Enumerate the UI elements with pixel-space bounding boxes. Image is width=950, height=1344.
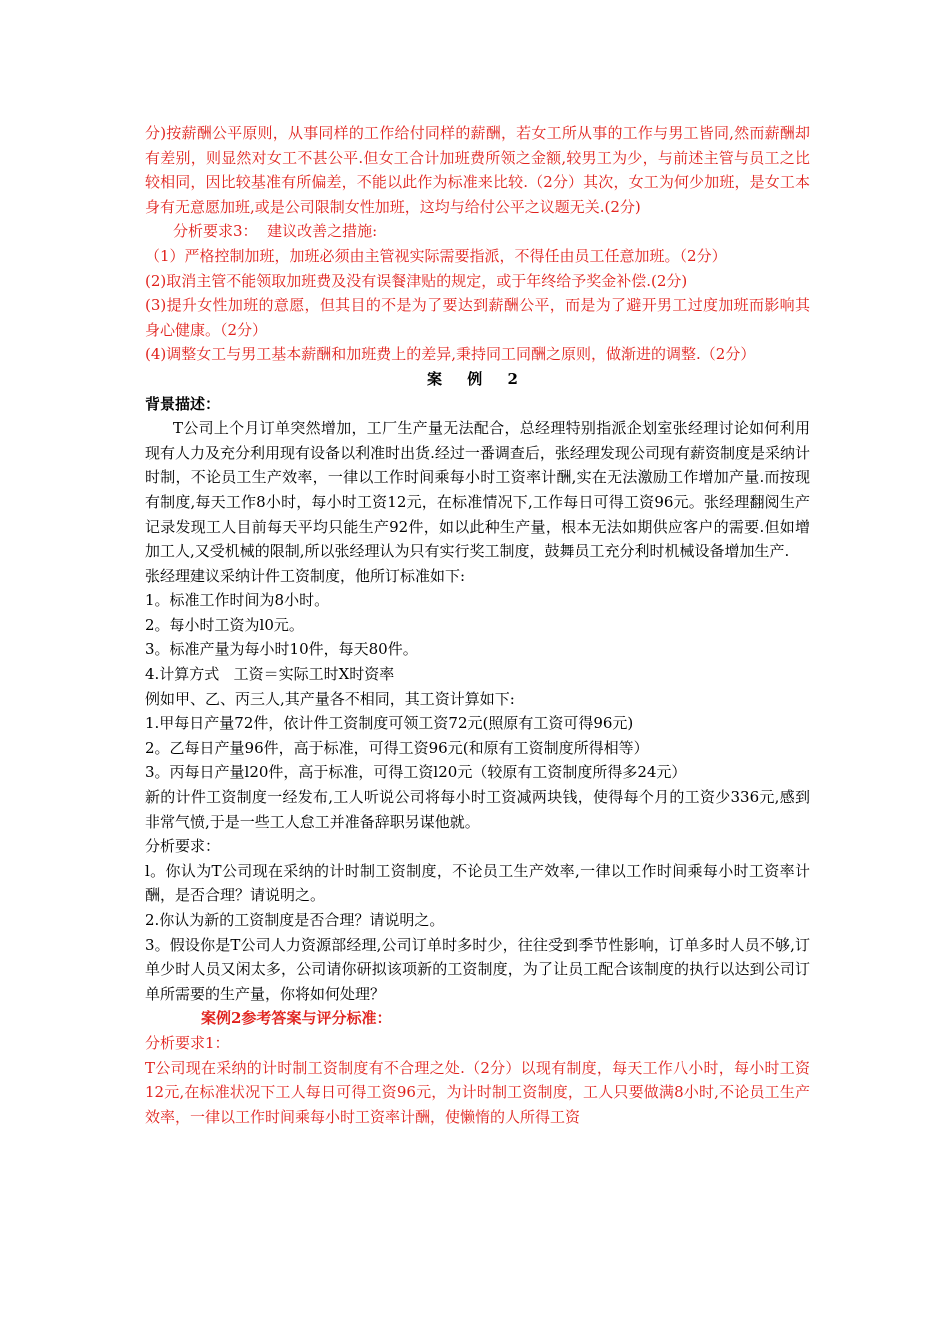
example-3: 3。丙每日产量l20件，高于标准，可得工资l20元（较原有工资制度所得多24元） xyxy=(145,763,687,782)
background-paragraph: T公司上个月订单突然增加，工厂生产量无法配合，总经理特别指派企划室张经理讨论如何利用现有人力及充分利用现有设备以利准时出货.经过一番调查后，张经理发现公司现有薪资制度是采纳计时制，不论员工生产效率，一律以工作时间乘每小时工资率计酬,实在无法激励工作增加产量.而按现有制度,每天工作8小时，每小时工资12元，在标准情况下,工作每日可得工资96元。张经理翻阅生产记录发现工人目前每天平均只能生产92件，如以此种生产量，根本无法如期供应客户的需要.但如增加工人,又受机械的限制,所以张经理认为只有实行奖工制度，鼓舞员工充分利时机械设备增加生产. xyxy=(145,419,810,561)
proposal-intro: 张经理建议采纳计件工资制度，他所订标准如下: xyxy=(145,566,466,585)
requirements-label: 分析要求： xyxy=(145,837,221,856)
standard-1: 1。标准工作时间为8小时。 xyxy=(145,591,330,610)
answer1-paragraph: T公司现在采纳的计时制工资制度有不合理之处.（2分）以现有制度，每天工作八小时，每小时工资12元,在标准状况下工人每日可得工资96元，为计时制工资制度，工人只要做满8小时,不论员工生产效率，一律以工作时间乘每小时工资率计酬，使懒惰的人所得工资 xyxy=(145,1058,810,1126)
standard-3: 3。标准产量为每小时10件，每天80件。 xyxy=(145,640,418,659)
outcome-paragraph: 新的计件工资制度一经发布,工人听说公司将每小时工资减两块钱，使得每个月的工资少336元,感到非常气愤,于是一些工人怠工并准备辞职另谋他就。 xyxy=(145,788,810,831)
question-2: 2.你认为新的工资制度是否合理？请说明之。 xyxy=(145,911,445,929)
answer1-label: 分析要求1： xyxy=(145,1033,230,1052)
measure-4: (4)调整女工与男工基本薪酬和加班费上的差异,秉持同工同酬之原则，做渐进的调整.（2分） xyxy=(145,345,756,364)
standard-2: 2。每小时工资为l0元。 xyxy=(145,615,304,634)
measure-3: (3)提升女性加班的意愿，但其目的不是为了要达到薪酬公平，而是为了避开男工过度加班而影响其身心健康。（2分） xyxy=(145,296,810,339)
background-label: 背景描述： xyxy=(145,394,221,413)
measure-2: (2)取消主管不能领取加班费及没有误餐津贴的规定，或于年终给予奖金补偿.(2分) xyxy=(145,271,688,290)
case1-analysis-paragraph: 分)按薪酬公平原则，从事同样的工作给付同样的薪酬，若女工所从事的工作与男工皆同,然而薪酬却有差别，则显然对女工不甚公平.但女工合计加班费所领之金额,较男工为少，与前述主管与员工之比较相同，因比较基准有所偏差，不能以此作为标准来比较.（2分）其次，女工为何少加班，是女工本身有无意愿加班,或是公司限制女性加班，这均与给付公平之议题无关.(2分) xyxy=(145,124,810,216)
example-intro: 例如甲、乙、丙三人,其产量各不相同，其工资计算如下: xyxy=(145,689,515,708)
standard-4: 4.计算方式 工资＝实际工时X时资率 xyxy=(145,665,395,684)
case2-answer-title: 案例2参考答案与评分标准： xyxy=(201,1009,392,1028)
question-3: 3。假设你是T公司人力资源部经理,公司订单时多时少，往往受到季节性影响，订单多时人员不够,订单少时人员又闲太多，公司请你研拟该项新的工资制度，为了让员工配合该制度的执行以达到公司订单所需要的生产量，你将如何处理？ xyxy=(145,935,810,1003)
example-2: 2。乙每日产量96件，高于标准，可得工资96元(和原有工资制度所得相等） xyxy=(145,738,649,757)
measure-1: （1）严格控制加班，加班必须由主管视实际需要指派，不得任由员工任意加班。（2分） xyxy=(145,246,727,265)
document-body xyxy=(145,121,810,1129)
question-1: l。你认为T公司现在采纳的计时制工资制度，不论员工生产效率,一律以工作时间乘每小时工资率计酬，是否合理？请说明之。 xyxy=(145,861,810,905)
case2-title: 案 例 2 xyxy=(427,369,528,388)
example-1: 1.甲每日产量72件，依计件工资制度可领工资72元(照原有工资可得96元) xyxy=(145,714,634,733)
case1-requirement3-heading: 分析要求3： 建议改善之措施: xyxy=(173,222,378,241)
